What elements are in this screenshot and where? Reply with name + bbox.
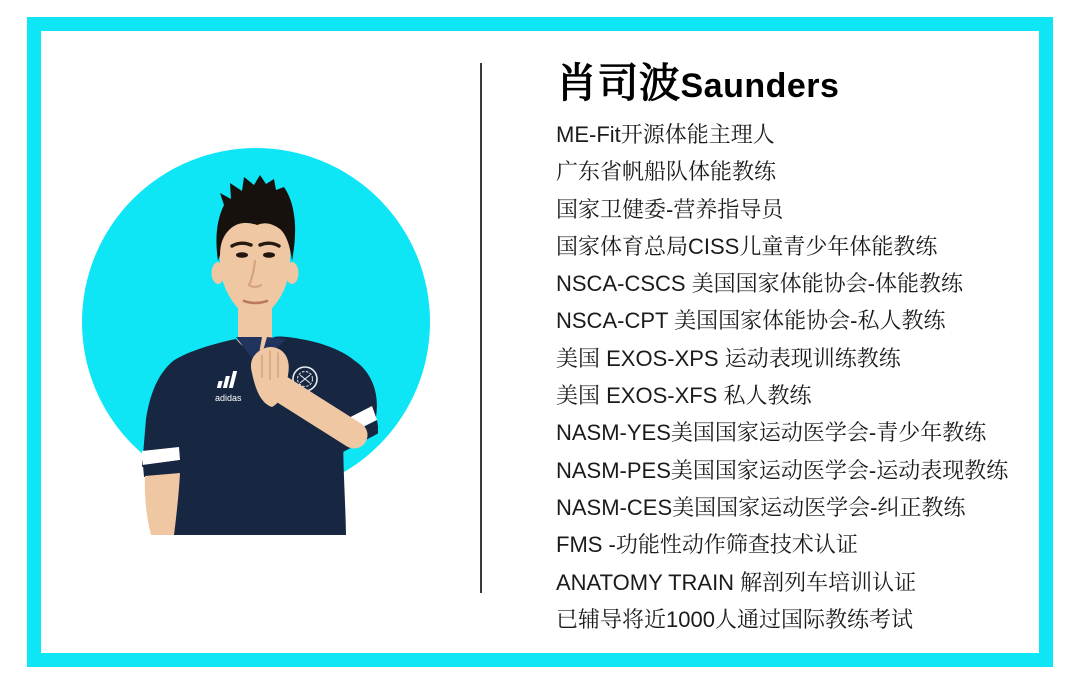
credential-item: 国家体育总局CISS儿童青少年体能教练 <box>556 233 938 259</box>
coach-name-chinese: 肖司波 <box>556 60 681 106</box>
credential-item: NASM-CES美国国家运动医学会-纠正教练 <box>556 494 966 520</box>
credential-item: ANATOMY TRAIN 解剖列车培训认证 <box>556 569 917 595</box>
credential-item: NASM-YES美国国家运动医学会-青少年教练 <box>556 420 987 446</box>
coach-photo <box>118 175 378 535</box>
credential-item: NASM-PES美国国家运动医学会-运动表现教练 <box>556 457 1009 483</box>
credential-item: NSCA-CSCS 美国国家体能协会-体能教练 <box>556 271 964 297</box>
coach-name-title <box>556 50 1039 109</box>
brand-text: adidas <box>215 393 242 403</box>
credential-item: 广东省帆船队体能教练 <box>556 159 777 185</box>
vertical-divider <box>480 63 482 593</box>
credential-item: ME-Fit开源体能主理人 <box>556 122 775 147</box>
credential-item: 国家卫健委-营养指导员 <box>556 196 784 222</box>
credential-item: NSCA-CPT 美国国家体能协会-私人教练 <box>556 308 946 334</box>
info-panel <box>556 50 1039 109</box>
card-frame <box>27 17 1053 667</box>
coach-name-english: Saunders <box>680 67 840 105</box>
credential-item: 美国 EXOS-XPS 运动表现训练教练 <box>556 345 901 371</box>
credential-item: 已辅导将近1000人通过国际教练考试 <box>556 606 913 632</box>
credentials-list <box>556 116 1039 638</box>
credential-item: FMS -功能性动作筛查技术认证 <box>556 532 858 558</box>
card-frame-inner <box>41 31 1039 653</box>
credential-item: 美国 EXOS-XFS 私人教练 <box>556 383 812 409</box>
